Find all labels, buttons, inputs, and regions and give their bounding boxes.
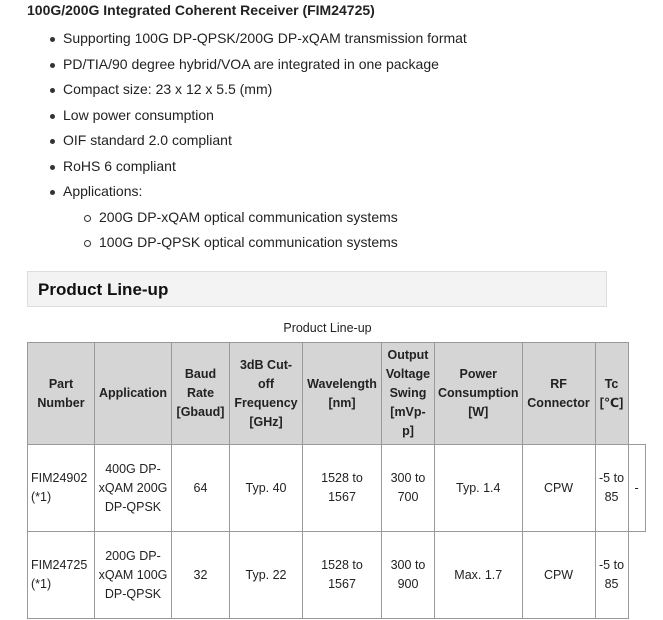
table-row [28, 445, 646, 532]
application-item: 100G DP-QPSK optical communication systems [63, 230, 467, 256]
header-spacer [628, 343, 645, 445]
product-lineup-table [27, 342, 646, 619]
header-part-number: Part Number [28, 343, 95, 445]
feature-item: Compact size: 23 x 12 x 5.5 (mm) [27, 77, 467, 103]
cell-power: Max. 1.7 [435, 532, 523, 619]
table-row [28, 532, 646, 619]
cell-power: Typ. 1.4 [435, 445, 523, 532]
table-header-row [28, 343, 646, 445]
page-title: 100G/200G Integrated Coherent Receiver (FIM24725) [27, 2, 375, 18]
feature-item: Low power consumption [27, 103, 467, 129]
header-tc: Tc [℃] [595, 343, 628, 445]
cell-application: 400G DP-xQAM 200G DP-QPSK [95, 445, 172, 532]
cell-part-number: FIM24725 (*1) [28, 532, 95, 619]
header-wavelength: Wavelength [nm] [303, 343, 382, 445]
application-item: 200G DP-xQAM optical communication systems [63, 205, 467, 231]
table-caption: Product Line-up [283, 321, 372, 335]
cell-rf-connector: CPW [522, 445, 595, 532]
applications-label: Applications: [63, 183, 143, 199]
cell-application: 200G DP-xQAM 100G DP-QPSK [95, 532, 172, 619]
cell-baud-rate: 32 [172, 532, 230, 619]
cell-part-number: FIM24902 (*1) [28, 445, 95, 532]
cell-extra [628, 532, 645, 619]
cell-tc: -5 to 85 [595, 445, 628, 532]
header-baud-rate: Baud Rate [Gbaud] [172, 343, 230, 445]
cell-extra: - [628, 445, 645, 532]
cell-output-voltage: 300 to 900 [382, 532, 435, 619]
applications-list [63, 205, 467, 256]
feature-item: RoHS 6 compliant [27, 154, 467, 180]
header-rf-connector: RF Connector [522, 343, 595, 445]
section-heading: Product Line-up [38, 280, 169, 299]
feature-item: PD/TIA/90 degree hybrid/VOA are integrated in one package [27, 52, 467, 78]
header-application: Application [95, 343, 172, 445]
header-output-voltage: Output Voltage Swing [mVp-p] [382, 343, 435, 445]
feature-list [27, 26, 467, 256]
cell-wavelength: 1528 to 1567 [303, 532, 382, 619]
cell-cutoff: Typ. 40 [230, 445, 303, 532]
cell-cutoff: Typ. 22 [230, 532, 303, 619]
feature-item: Supporting 100G DP-QPSK/200G DP-xQAM transmission format [27, 26, 467, 52]
header-cutoff: 3dB Cut-off Frequency [GHz] [230, 343, 303, 445]
feature-item: OIF standard 2.0 compliant [27, 128, 467, 154]
cell-tc: -5 to 85 [595, 532, 628, 619]
section-header [27, 271, 607, 307]
feature-item-applications [27, 179, 467, 256]
header-power: Power Consumption [W] [435, 343, 523, 445]
cell-output-voltage: 300 to 700 [382, 445, 435, 532]
cell-rf-connector: CPW [522, 532, 595, 619]
cell-baud-rate: 64 [172, 445, 230, 532]
cell-wavelength: 1528 to 1567 [303, 445, 382, 532]
